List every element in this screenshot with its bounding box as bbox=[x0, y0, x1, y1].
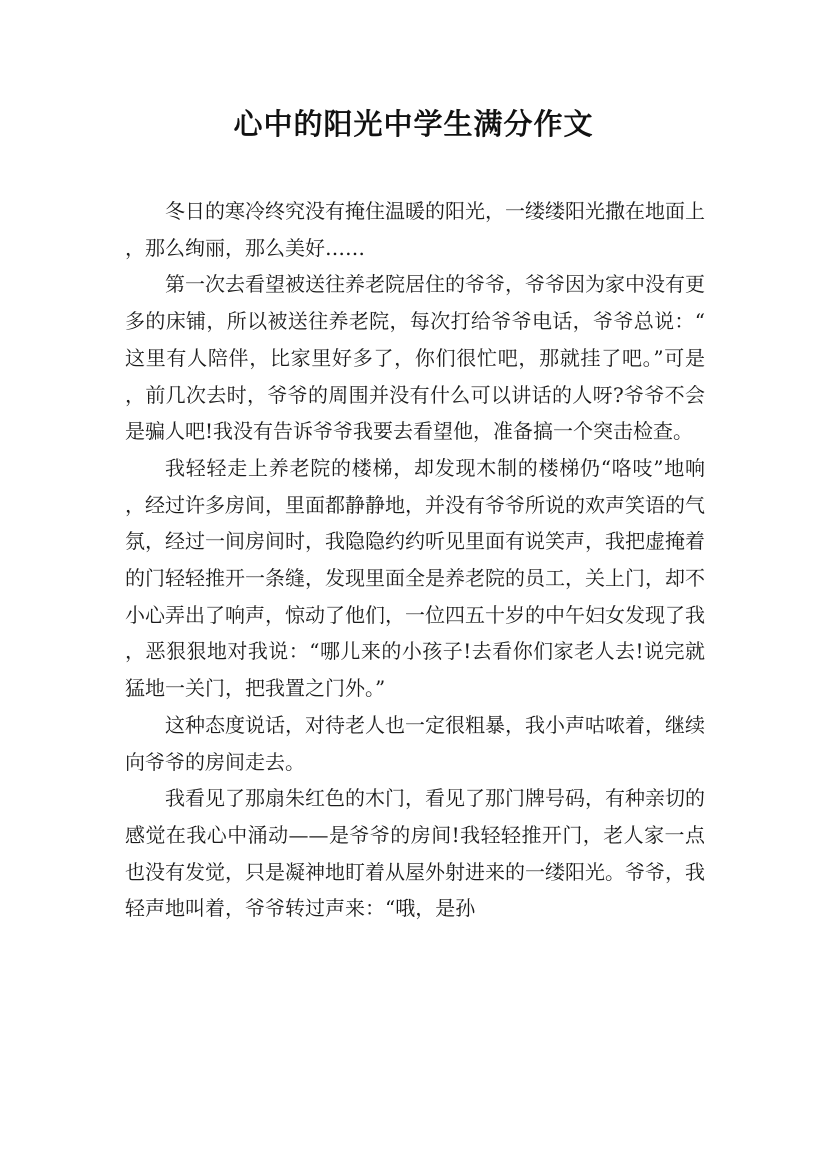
document-body bbox=[125, 193, 705, 927]
paragraph-4: 这种态度说话，对待老人也一定很粗暴，我小声咕哝着，继续向爷爷的房间走去。 bbox=[125, 712, 705, 774]
paragraph-3: 我轻轻走上养老院的楼梯，却发现木制的楼梯仍“咯吱”地响，经过许多房间，里面都静静地，并没有爷爷所说的欢声笑语的气氛，经过一间房间时，我隐隐约约听见里面有说笑声，我把虚掩着的门轻轻推开一条缝，发现里面全是养老院的员工，关上门，却不小心弄出了响声，惊动了他们，一位四五十岁的中午妇女发现了我，恶狠狠地对我说：“哪儿来的小孩子!去看你们家老人去!说完就猛地一关门，把我置之门外。” bbox=[125, 455, 705, 701]
paragraph-1: 冬日的寒冷终究没有掩住温暖的阳光，一缕缕阳光撒在地面上，那么绚丽，那么美好…… bbox=[125, 199, 705, 260]
paragraph-2: 第一次去看望被送往养老院居住的爷爷，爷爷因为家中没有更多的床铺，所以被送往养老院，每次打给爷爷电话，爷爷总说：“这里有人陪伴，比家里好多了，你们很忙吧，那就挂了吧。”可是，前几次去时，爷爷的周围并没有什么可以讲话的人呀?爷爷不会是骗人吧!我没有告诉爷爷我要去看望他，准备搞一个突击检查。 bbox=[125, 272, 705, 444]
paragraph-5: 我看见了那扇朱红色的木门，看见了那门牌号码，有种亲切的感觉在我心中涌动——是爷爷的房间!我轻轻推开门，老人家一点也没有发觉，只是凝神地盯着从屋外射进来的一缕阳光。爷爷，我轻声地叫着，爷爷转过声来：“哦，是孙 bbox=[125, 786, 705, 921]
document-title: 心中的阳光中学生满分作文 bbox=[233, 107, 594, 141]
